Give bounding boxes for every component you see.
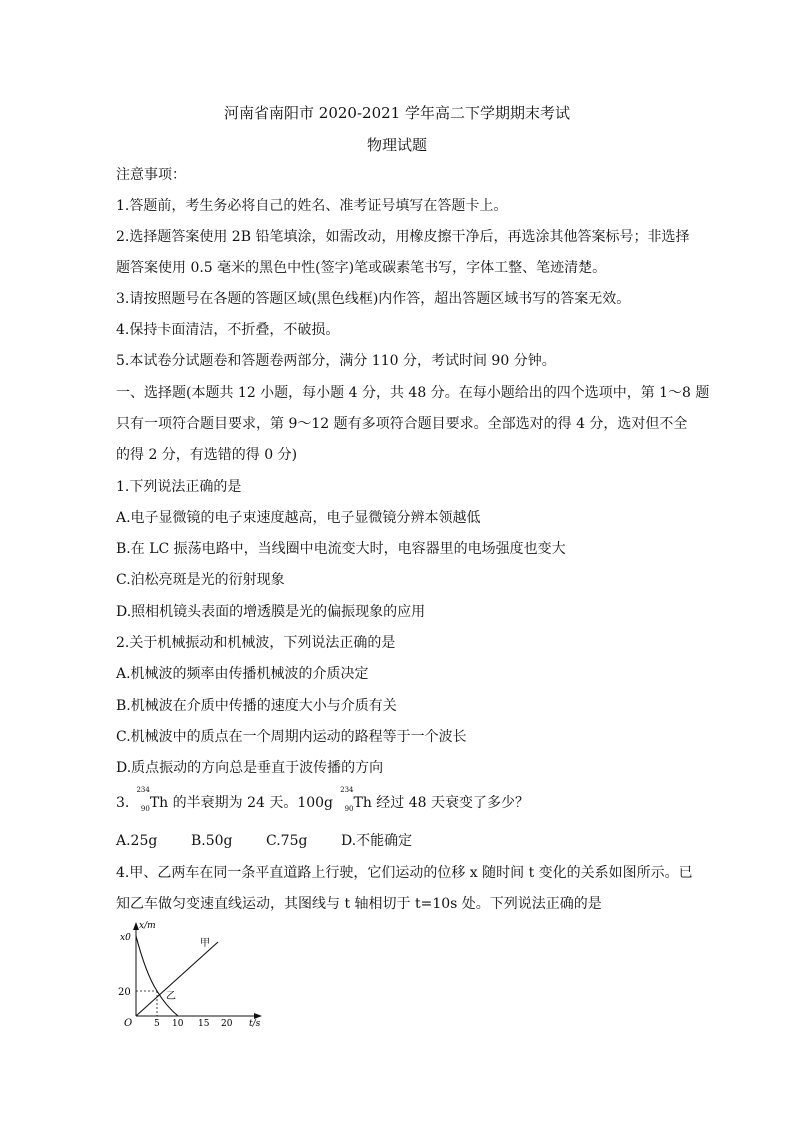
note-item: 题答案使用 0.5 毫米的黑色中性(签字)笔或碳素笔书写，字体工整、笔迹清楚。 — [116, 260, 607, 276]
question-3-option: B.50g — [191, 833, 233, 849]
element-symbol: Th — [353, 795, 372, 811]
nuclide: 234 90 — [340, 786, 354, 813]
x-t-graph — [116, 918, 266, 1028]
x-tick-label: 5 — [154, 1019, 160, 1028]
question-1-option: D.照相机镜头表面的增透膜是光的偏振现象的应用 — [116, 604, 426, 620]
note-item: 2.选择题答案使用 2B 铅笔填涂，如需改动，用橡皮擦干净后，再选涂其他答案标号；非选择 — [116, 229, 690, 245]
question-3-text: 的半衰期为 24 天。100g — [172, 795, 334, 811]
y-tick-label: 20 — [118, 987, 131, 998]
series-jia-line — [136, 942, 218, 1016]
x-tick-label: 20 — [221, 1019, 233, 1028]
note-item: 1.答题前，考生务必将自己的姓名、准考证号填写在答题卡上。 — [116, 198, 508, 214]
question-3-number: 3. — [116, 795, 130, 811]
question-1-stem: 1.下列说法正确的是 — [116, 479, 242, 495]
question-2-option: A.机械波的频率由传播机械波的介质决定 — [116, 666, 369, 682]
question-3-option: A.25g — [116, 833, 158, 849]
question-3-option: C.75g — [266, 833, 308, 849]
series-jia-label: 甲 — [200, 938, 210, 949]
note-item: 3.请按照题号在各题的答题区域(黑色线框)内作答，超出答题区域书写的答案无效。 — [116, 291, 631, 307]
note-item: 4.保持卡面清洁，不折叠，不破损。 — [116, 322, 340, 338]
section-instructions: 一、选择题(本题共 12 小题，每小题 4 分，共 48 分。在每小题给出的四个选项中，第 1～8 题 — [116, 385, 710, 401]
x-axis-label: t/s — [249, 1019, 261, 1028]
x-tick-label: 10 — [172, 1019, 184, 1028]
y-axis-label: x/m — [139, 921, 156, 931]
section-instructions: 的得 2 分，有选错的得 0 分) — [116, 447, 298, 463]
x-tick-label: 15 — [198, 1019, 210, 1028]
series-yi-label: 乙 — [166, 991, 176, 1002]
question-3-options — [116, 832, 412, 850]
nuclide: 234 90 — [136, 786, 150, 813]
element-symbol: Th — [149, 795, 169, 811]
question-2-stem: 2.关于机械振动和机械波，下列说法正确的是 — [116, 635, 396, 651]
question-1-option: A.电子显微镜的电子束速度越高，电子显微镜分辨本领越低 — [116, 510, 481, 526]
question-4-stem: 知乙车做匀变速直线运动，其图线与 t 轴相切于 t=10s 处。下列说法正确的是 — [116, 896, 602, 912]
question-1-option: B.在 LC 振荡电路中，当线圈中电流变大时，电容器里的电场强度也变大 — [116, 541, 566, 557]
question-2-option: D.质点振动的方向总是垂直于波传播的方向 — [116, 760, 384, 776]
note-item: 5.本试卷分试题卷和答题卷两部分，满分 110 分，考试时间 90 分钟。 — [116, 353, 556, 369]
exam-subtitle: 物理试题 — [366, 136, 427, 154]
question-2-option: B.机械波在介质中传播的速度大小与介质有关 — [116, 698, 397, 714]
question-3-option: D.不能确定 — [341, 833, 413, 849]
question-3-text: 经过 48 天衰变了多少？ — [376, 795, 530, 811]
notes-heading: 注意事项： — [116, 167, 186, 183]
x0-label: x0 — [120, 933, 131, 943]
origin-label: O — [124, 1018, 133, 1028]
section-instructions: 只有一项符合题目要求，第 9～12 题有多项符合题目要求。全部选对的得 4 分，选对但不全 — [116, 416, 688, 432]
question-4-stem: 4.甲、乙两车在同一条平直道路上行驶，它们运动的位移 x 随时间 t 变化的关系如图所示。已 — [116, 865, 693, 881]
exam-title: 河南省南阳市 2020-2021 学年高二下学期期末考试 — [224, 104, 570, 122]
question-2-option: C.机械波中的质点在一个周期内运动的路程等于一个波长 — [116, 729, 467, 745]
question-1-option: C.泊松亮斑是光的衍射现象 — [116, 572, 285, 588]
question-3-stem — [116, 786, 530, 813]
